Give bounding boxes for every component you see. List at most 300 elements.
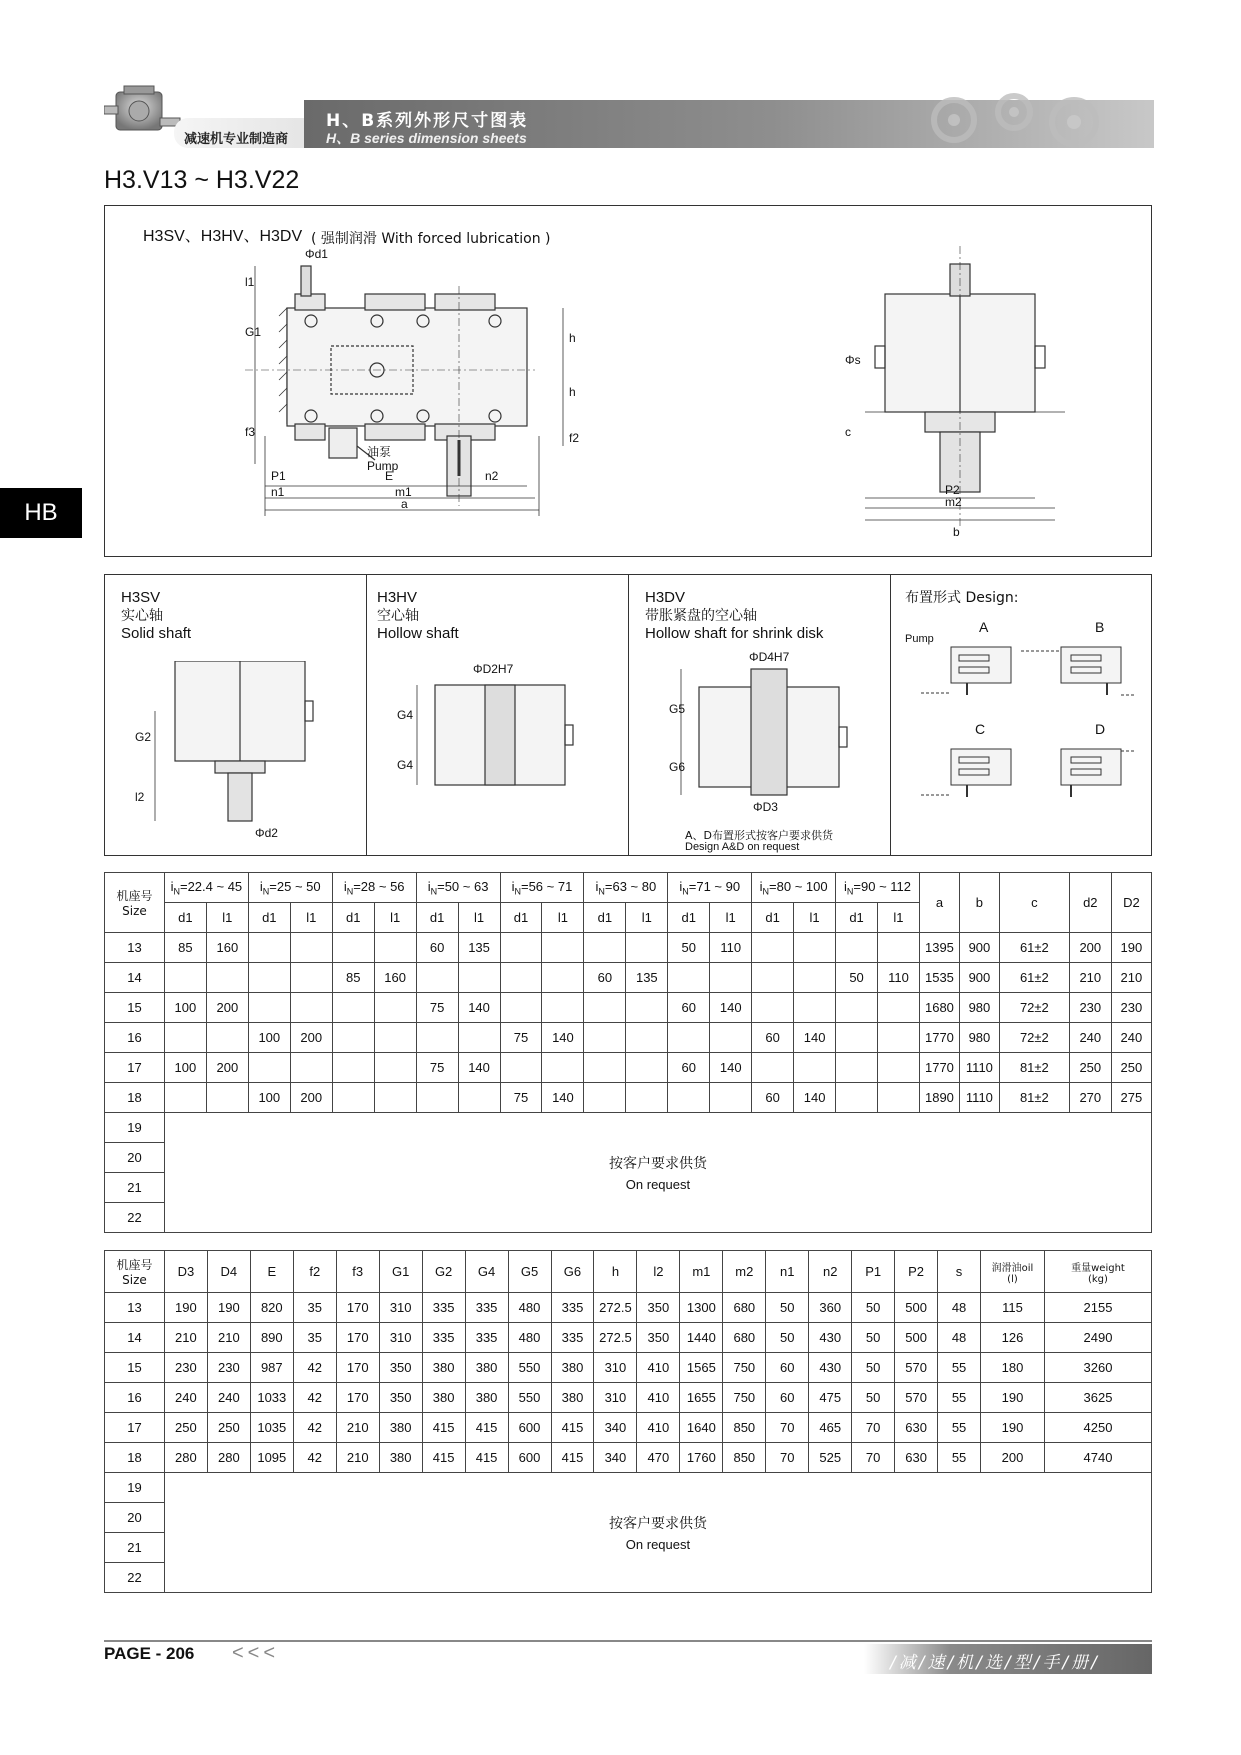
table-cell bbox=[794, 1053, 836, 1083]
table-row bbox=[105, 1053, 1152, 1083]
label-G4-lower: G4 bbox=[397, 758, 414, 772]
table-cell bbox=[416, 963, 458, 993]
table-cell: 380 bbox=[422, 1383, 465, 1413]
table-cell: 680 bbox=[723, 1293, 766, 1323]
label-D4: ΦD4H7 bbox=[749, 650, 790, 664]
size-cell: 22 bbox=[105, 1563, 165, 1593]
variant-cn: 带胀紧盘的空心轴 bbox=[645, 608, 757, 624]
table-cell: 140 bbox=[458, 993, 500, 1023]
table-cell: 85 bbox=[332, 963, 374, 993]
table-cell: 600 bbox=[508, 1413, 551, 1443]
design-option-d[interactable]: D bbox=[1095, 721, 1106, 737]
table-cell bbox=[290, 933, 332, 963]
table-cell: 70 bbox=[852, 1413, 895, 1443]
weight-cell: 3625 bbox=[1044, 1383, 1151, 1413]
table-cell bbox=[290, 1053, 332, 1083]
size-cell: 14 bbox=[105, 963, 165, 993]
on-request-cn: 按客户要求供货 bbox=[608, 1156, 707, 1172]
oil-header: 润滑油oil (l) bbox=[981, 1251, 1045, 1293]
label-f2: f2 bbox=[569, 431, 580, 445]
table-cell bbox=[332, 1023, 374, 1053]
table-cell: 340 bbox=[594, 1413, 637, 1443]
table-cell: 340 bbox=[594, 1443, 637, 1473]
table-cell: 820 bbox=[250, 1293, 293, 1323]
table-cell bbox=[878, 1053, 920, 1083]
col-header: h bbox=[594, 1251, 637, 1293]
table-cell bbox=[584, 1023, 626, 1053]
table-cell: 310 bbox=[379, 1323, 422, 1353]
table-cell bbox=[668, 1023, 710, 1053]
table-cell: 410 bbox=[637, 1413, 680, 1443]
side-view-drawing bbox=[845, 246, 1105, 546]
table-cell: 230 bbox=[1111, 993, 1151, 1023]
col-header-d1: d1 bbox=[836, 903, 878, 933]
table-cell: 1095 bbox=[250, 1443, 293, 1473]
col-header-l1: l1 bbox=[542, 903, 584, 933]
variant-cn: 实心轴 bbox=[121, 608, 163, 624]
table-cell: 430 bbox=[809, 1353, 852, 1383]
table-cell: 1565 bbox=[680, 1353, 723, 1383]
table-cell: 210 bbox=[336, 1443, 379, 1473]
table-cell: 380 bbox=[551, 1353, 594, 1383]
table-cell: 135 bbox=[458, 933, 500, 963]
table-cell: 210 bbox=[1069, 963, 1111, 993]
table-cell: 415 bbox=[422, 1443, 465, 1473]
table-cell: 380 bbox=[422, 1353, 465, 1383]
table-cell bbox=[332, 1053, 374, 1083]
table-cell: 630 bbox=[895, 1443, 938, 1473]
table-cell: 250 bbox=[1111, 1053, 1151, 1083]
table-cell: 550 bbox=[508, 1353, 551, 1383]
table-cell: 380 bbox=[379, 1443, 422, 1473]
table-row bbox=[105, 933, 1152, 963]
size-cell: 17 bbox=[105, 1413, 165, 1443]
col-header-d1: d1 bbox=[332, 903, 374, 933]
table-cell: 61±2 bbox=[999, 963, 1069, 993]
table-cell: 415 bbox=[465, 1443, 508, 1473]
variant-code: H3HV bbox=[377, 589, 418, 606]
label-d2: Φd2 bbox=[255, 826, 278, 840]
label-s: Φs bbox=[845, 353, 861, 367]
label-h-upper: h bbox=[569, 331, 576, 345]
size-cell: 18 bbox=[105, 1443, 165, 1473]
weight-cell: 4740 bbox=[1044, 1443, 1151, 1473]
label-m1: m1 bbox=[395, 485, 412, 499]
label-E: E bbox=[385, 469, 394, 483]
table-row bbox=[105, 1023, 1152, 1053]
ratio-range: 90 ~ 112 bbox=[861, 878, 912, 894]
table-cell bbox=[752, 933, 794, 963]
table-cell: 60 bbox=[416, 933, 458, 963]
table-cell: 335 bbox=[465, 1293, 508, 1323]
table-cell: 987 bbox=[250, 1353, 293, 1383]
table-cell: 81±2 bbox=[999, 1083, 1069, 1113]
table-cell: 210 bbox=[336, 1413, 379, 1443]
shrink-disk-drawing bbox=[669, 647, 879, 817]
table-cell bbox=[248, 1053, 290, 1083]
table-cell: 360 bbox=[809, 1293, 852, 1323]
table-cell bbox=[584, 1083, 626, 1113]
table-cell: 140 bbox=[542, 1083, 584, 1113]
table-cell: 310 bbox=[594, 1383, 637, 1413]
col-header: c bbox=[999, 873, 1069, 933]
table-cell bbox=[878, 993, 920, 1023]
table-cell: 50 bbox=[852, 1293, 895, 1323]
table-cell: 200 bbox=[290, 1023, 332, 1053]
ratio-range: 63 ~ 80 bbox=[612, 878, 657, 894]
table-cell: 900 bbox=[959, 933, 999, 963]
table-cell: 272.5 bbox=[594, 1293, 637, 1323]
table-cell: 410 bbox=[637, 1353, 680, 1383]
table-cell: 480 bbox=[508, 1293, 551, 1323]
table-cell bbox=[500, 993, 542, 1023]
table-cell: 210 bbox=[164, 1323, 207, 1353]
table-cell: 570 bbox=[895, 1353, 938, 1383]
front-view-drawing bbox=[245, 246, 715, 546]
table-cell: 500 bbox=[895, 1323, 938, 1353]
table-cell: 550 bbox=[508, 1383, 551, 1413]
size-cell: 15 bbox=[105, 993, 165, 1023]
table-cell: 60 bbox=[584, 963, 626, 993]
table-cell: 335 bbox=[422, 1293, 465, 1323]
table-cell: 380 bbox=[465, 1383, 508, 1413]
col-header-d1: d1 bbox=[248, 903, 290, 933]
page-number: PAGE - 206 bbox=[104, 1644, 195, 1663]
on-request-cell bbox=[164, 1473, 1151, 1593]
label-a: a bbox=[401, 497, 408, 511]
table-cell: 55 bbox=[938, 1413, 981, 1443]
table-cell: 230 bbox=[1069, 993, 1111, 1023]
table-cell: 335 bbox=[551, 1293, 594, 1323]
table-cell: 135 bbox=[626, 963, 668, 993]
table-cell: 240 bbox=[164, 1383, 207, 1413]
table-cell: 190 bbox=[1111, 933, 1151, 963]
table-cell: 55 bbox=[938, 1443, 981, 1473]
table-cell: 470 bbox=[637, 1443, 680, 1473]
table-row bbox=[105, 993, 1152, 1023]
table-cell: 850 bbox=[723, 1413, 766, 1443]
col-header-l1: l1 bbox=[290, 903, 332, 933]
table-cell: 980 bbox=[959, 1023, 999, 1053]
table-cell: 100 bbox=[164, 993, 206, 1023]
table-cell: 50 bbox=[836, 963, 878, 993]
company-name: 减速机专业制造商 bbox=[184, 132, 289, 147]
table-cell bbox=[878, 1083, 920, 1113]
table-cell bbox=[626, 1083, 668, 1113]
gearbox-logo-icon bbox=[104, 78, 184, 146]
table-cell bbox=[584, 933, 626, 963]
label-pump-cn: 油泵 bbox=[367, 445, 392, 459]
solid-shaft-drawing bbox=[135, 661, 345, 841]
table-cell bbox=[500, 933, 542, 963]
col-header: m1 bbox=[680, 1251, 723, 1293]
size-cell: 18 bbox=[105, 1083, 165, 1113]
main-drawing-panel bbox=[104, 205, 1152, 557]
design-option-b[interactable]: B bbox=[1095, 619, 1105, 635]
table-row bbox=[105, 1323, 1152, 1353]
table-cell: 60 bbox=[668, 1053, 710, 1083]
table-cell: 170 bbox=[336, 1353, 379, 1383]
col-header: G1 bbox=[379, 1251, 422, 1293]
table-cell bbox=[458, 1023, 500, 1053]
table-cell bbox=[164, 1083, 206, 1113]
label-pump-en: Pump bbox=[367, 459, 399, 473]
table-cell bbox=[710, 1023, 752, 1053]
weight-cell: 3260 bbox=[1044, 1353, 1151, 1383]
ratio-header: $i_N=80$ ~ 100 bbox=[752, 873, 836, 903]
table-cell bbox=[500, 963, 542, 993]
table-cell bbox=[374, 993, 416, 1023]
table-cell bbox=[332, 1083, 374, 1113]
table-cell bbox=[542, 963, 584, 993]
table-cell bbox=[542, 1053, 584, 1083]
table-cell: 1033 bbox=[250, 1383, 293, 1413]
table-cell: 200 bbox=[206, 1053, 248, 1083]
ratio-range: 25 ~ 50 bbox=[276, 878, 321, 894]
table-cell: 380 bbox=[465, 1353, 508, 1383]
col-header: f3 bbox=[336, 1251, 379, 1293]
size-cell: 13 bbox=[105, 933, 165, 963]
table-cell bbox=[836, 933, 878, 963]
col-header: b bbox=[959, 873, 999, 933]
table-cell: 1300 bbox=[680, 1293, 723, 1323]
table-cell: 415 bbox=[551, 1413, 594, 1443]
table-cell: 465 bbox=[809, 1413, 852, 1443]
size-cell: 16 bbox=[105, 1023, 165, 1053]
ratio-header: $i_N=28$ ~ 56 bbox=[332, 873, 416, 903]
col-header: P2 bbox=[895, 1251, 938, 1293]
table-cell: 1535 bbox=[919, 963, 959, 993]
table-cell: 680 bbox=[723, 1323, 766, 1353]
table-cell: 900 bbox=[959, 963, 999, 993]
col-header: D4 bbox=[207, 1251, 250, 1293]
section-tab-hb[interactable]: HB bbox=[0, 488, 82, 538]
label-n2: n2 bbox=[485, 469, 499, 483]
table-cell bbox=[374, 1083, 416, 1113]
ratio-header: $i_N=90$ ~ 112 bbox=[836, 873, 920, 903]
dimension-table-1 bbox=[104, 872, 1152, 1233]
col-header: a bbox=[919, 873, 959, 933]
col-header: G5 bbox=[508, 1251, 551, 1293]
table-cell: 415 bbox=[422, 1413, 465, 1443]
variants-panel bbox=[104, 574, 1152, 856]
table-cell: 415 bbox=[465, 1413, 508, 1443]
oil-cell: 190 bbox=[981, 1383, 1045, 1413]
table-cell bbox=[206, 1023, 248, 1053]
size-cell: 21 bbox=[105, 1533, 165, 1563]
table-cell: 210 bbox=[207, 1323, 250, 1353]
col-header: m2 bbox=[723, 1251, 766, 1293]
table-cell: 35 bbox=[293, 1323, 336, 1353]
table-cell: 61±2 bbox=[999, 933, 1069, 963]
table-cell bbox=[206, 1083, 248, 1113]
table-cell: 240 bbox=[1111, 1023, 1151, 1053]
table-cell: 890 bbox=[250, 1323, 293, 1353]
table-cell: 850 bbox=[723, 1443, 766, 1473]
col-header-l1: l1 bbox=[878, 903, 920, 933]
table-cell bbox=[878, 1023, 920, 1053]
table-cell: 480 bbox=[508, 1323, 551, 1353]
on-request-cell bbox=[164, 1113, 1151, 1233]
variant-en: Hollow shaft bbox=[377, 625, 459, 642]
col-header-d1: d1 bbox=[500, 903, 542, 933]
table-cell: 50 bbox=[766, 1323, 809, 1353]
table-cell bbox=[542, 993, 584, 1023]
table-cell bbox=[458, 963, 500, 993]
table-cell: 1440 bbox=[680, 1323, 723, 1353]
table-cell: 72±2 bbox=[999, 1023, 1069, 1053]
table-cell: 1655 bbox=[680, 1383, 723, 1413]
size-header: 机座号 Size bbox=[105, 873, 165, 933]
table-cell bbox=[794, 933, 836, 963]
ratio-range: 28 ~ 56 bbox=[360, 878, 405, 894]
size-cell: 16 bbox=[105, 1383, 165, 1413]
ratio-range: 80 ~ 100 bbox=[776, 878, 828, 894]
oil-cell: 190 bbox=[981, 1413, 1045, 1443]
size-cell: 21 bbox=[105, 1173, 165, 1203]
table-cell: 475 bbox=[809, 1383, 852, 1413]
col-header: D2 bbox=[1111, 873, 1151, 933]
table-cell: 75 bbox=[416, 993, 458, 1023]
table-cell: 81±2 bbox=[999, 1053, 1069, 1083]
table-cell: 75 bbox=[500, 1083, 542, 1113]
design-option-a[interactable]: A bbox=[979, 619, 989, 635]
table-cell bbox=[164, 1023, 206, 1053]
table-cell bbox=[626, 933, 668, 963]
col-header: f2 bbox=[293, 1251, 336, 1293]
table-cell: 170 bbox=[336, 1323, 379, 1353]
table-cell: 335 bbox=[422, 1323, 465, 1353]
variant-cn: 空心轴 bbox=[377, 608, 419, 624]
table-row bbox=[105, 1413, 1152, 1443]
table-cell bbox=[584, 993, 626, 1023]
table-row bbox=[105, 1443, 1152, 1473]
table-cell bbox=[458, 1083, 500, 1113]
col-header: G6 bbox=[551, 1251, 594, 1293]
table-row bbox=[105, 1293, 1152, 1323]
label-n1: n1 bbox=[271, 485, 285, 499]
label-G5: G5 bbox=[669, 702, 686, 716]
table-cell: 380 bbox=[379, 1413, 422, 1443]
table-row bbox=[105, 1113, 1152, 1143]
table-cell bbox=[752, 993, 794, 1023]
weight-header: 重量weight (kg) bbox=[1044, 1251, 1151, 1293]
size-cell: 19 bbox=[105, 1473, 165, 1503]
table-cell: 140 bbox=[710, 993, 752, 1023]
drawing-title: H3SV、H3HV、H3DV bbox=[143, 228, 303, 245]
table-cell: 280 bbox=[207, 1443, 250, 1473]
page-nav-arrows[interactable]: <<< bbox=[232, 1642, 280, 1664]
col-header-d1: d1 bbox=[164, 903, 206, 933]
col-header: d2 bbox=[1069, 873, 1111, 933]
design-title: 布置形式 Design: bbox=[905, 590, 1019, 606]
col-header-l1: l1 bbox=[626, 903, 668, 933]
ratio-range: 22.4 ~ 45 bbox=[187, 878, 243, 894]
col-header-l1: l1 bbox=[374, 903, 416, 933]
label-d1: Φd1 bbox=[305, 247, 328, 261]
table-cell: 48 bbox=[938, 1323, 981, 1353]
col-header-d1: d1 bbox=[668, 903, 710, 933]
table-cell: 70 bbox=[766, 1443, 809, 1473]
table-cell: 750 bbox=[723, 1353, 766, 1383]
design-option-c[interactable]: C bbox=[975, 721, 986, 737]
table-cell: 1770 bbox=[919, 1053, 959, 1083]
label-G1: G1 bbox=[245, 325, 262, 339]
table-cell bbox=[290, 993, 332, 1023]
table-row bbox=[105, 1473, 1152, 1503]
table-cell: 310 bbox=[594, 1353, 637, 1383]
table-cell: 100 bbox=[248, 1083, 290, 1113]
table-cell: 350 bbox=[379, 1353, 422, 1383]
table-cell: 335 bbox=[465, 1323, 508, 1353]
model-range-title: H3.V13 ~ H3.V22 bbox=[104, 166, 300, 194]
label-P2: P2 bbox=[945, 483, 960, 497]
table-cell: 230 bbox=[207, 1353, 250, 1383]
ratio-header: $i_N=25$ ~ 50 bbox=[248, 873, 332, 903]
table-cell: 335 bbox=[551, 1323, 594, 1353]
table-cell: 50 bbox=[668, 933, 710, 963]
oil-cell: 200 bbox=[981, 1443, 1045, 1473]
ratio-header: $i_N=22.4$ ~ 45 bbox=[164, 873, 248, 903]
ratio-header: $i_N=71$ ~ 90 bbox=[668, 873, 752, 903]
table-cell: 350 bbox=[637, 1323, 680, 1353]
header-title-cn: H、B系列外形尺寸图表 bbox=[326, 111, 529, 131]
table-row bbox=[105, 1353, 1152, 1383]
table-row bbox=[105, 963, 1152, 993]
size-cell: 19 bbox=[105, 1113, 165, 1143]
table-cell bbox=[248, 933, 290, 963]
table-cell bbox=[668, 963, 710, 993]
ratio-header: $i_N=63$ ~ 80 bbox=[584, 873, 668, 903]
table-cell: 42 bbox=[293, 1383, 336, 1413]
table-cell: 140 bbox=[542, 1023, 584, 1053]
design-pump-label: Pump bbox=[905, 633, 934, 645]
table-cell: 50 bbox=[852, 1353, 895, 1383]
table-cell bbox=[836, 993, 878, 1023]
table-cell: 410 bbox=[637, 1383, 680, 1413]
col-header-l1: l1 bbox=[458, 903, 500, 933]
table-cell bbox=[668, 1083, 710, 1113]
table-cell: 75 bbox=[500, 1023, 542, 1053]
table-cell bbox=[248, 963, 290, 993]
table-row bbox=[105, 1083, 1152, 1113]
oil-cell: 115 bbox=[981, 1293, 1045, 1323]
size-cell: 20 bbox=[105, 1143, 165, 1173]
design-options bbox=[891, 575, 1151, 855]
table-cell: 1680 bbox=[919, 993, 959, 1023]
table-cell: 270 bbox=[1069, 1083, 1111, 1113]
col-header: s bbox=[938, 1251, 981, 1293]
size-cell: 15 bbox=[105, 1353, 165, 1383]
label-D3: ΦD3 bbox=[753, 800, 778, 814]
table-cell: 50 bbox=[766, 1293, 809, 1323]
table-cell: 140 bbox=[794, 1083, 836, 1113]
col-header: n1 bbox=[766, 1251, 809, 1293]
table-cell bbox=[374, 1023, 416, 1053]
table-cell: 600 bbox=[508, 1443, 551, 1473]
table-cell: 42 bbox=[293, 1353, 336, 1383]
table-cell: 190 bbox=[164, 1293, 207, 1323]
weight-cell: 2155 bbox=[1044, 1293, 1151, 1323]
col-header-l1: l1 bbox=[206, 903, 248, 933]
table-cell: 70 bbox=[852, 1443, 895, 1473]
table-cell: 60 bbox=[766, 1353, 809, 1383]
table-cell: 110 bbox=[878, 963, 920, 993]
table-cell: 55 bbox=[938, 1353, 981, 1383]
table-cell: 630 bbox=[895, 1413, 938, 1443]
label-G2: G2 bbox=[135, 730, 152, 744]
col-header-l1: l1 bbox=[710, 903, 752, 933]
